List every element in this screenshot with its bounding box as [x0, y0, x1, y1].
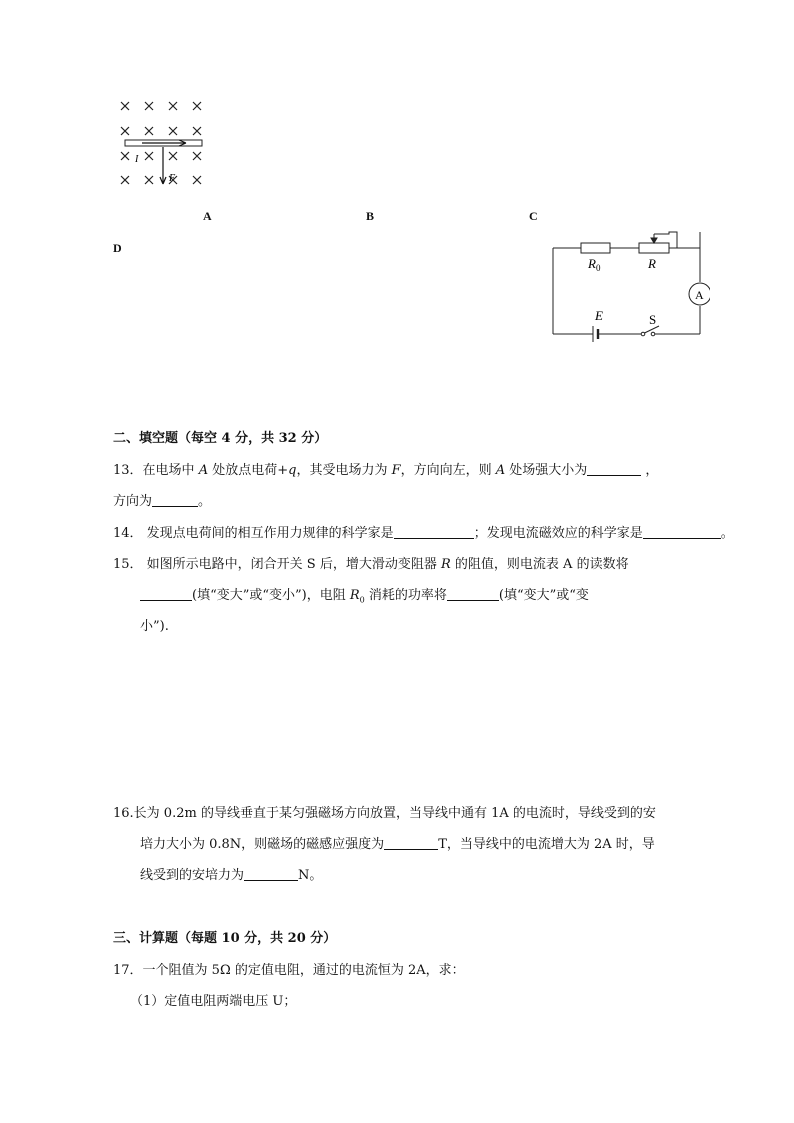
- resistor-r0: [581, 243, 610, 253]
- answer-blank-ammeter[interactable]: [140, 587, 192, 601]
- emf-label: E: [595, 308, 603, 323]
- ammeter-label: A: [695, 288, 704, 302]
- section2-heading: 二、填空题（每空 4 分，共 32 分）: [113, 431, 328, 446]
- rheostat-r: [639, 243, 669, 253]
- option-a-label: A: [203, 209, 212, 223]
- force-arrow: [160, 147, 166, 184]
- section3-heading: 三、计算题（每题 10 分，共 20 分）: [113, 931, 337, 946]
- question-17-part1: （1）定值电阻两端电压 U；: [130, 994, 297, 1009]
- answer-blank-induction[interactable]: [384, 836, 438, 850]
- question-17: 17．一个阻值为 5Ω 的定值电阻，通过的电流恒为 2A，求：: [113, 963, 465, 978]
- option-b-label: B: [366, 209, 375, 223]
- answer-blank-scientist-2[interactable]: [643, 525, 721, 539]
- question-15-line2: (填“变大”或“变小”)，电阻 $R_0$ 消耗的功率将 (填“变大”或“变: [140, 584, 589, 605]
- force-label: F: [169, 173, 176, 184]
- circuit-diagram: [545, 228, 710, 344]
- magnetic-field-figure: [112, 96, 212, 192]
- switch-label: S: [649, 312, 657, 327]
- option-c-label: C: [529, 209, 538, 223]
- option-d-label: D: [113, 241, 122, 255]
- question-15-line1: 15． 如图所示电路中，闭合开关 S 后，增大滑动变阻器 R 的阻值，则电流表 A 的读数将: [113, 557, 629, 572]
- question-16-line3: 线受到的安培力为 N。: [140, 868, 323, 883]
- r0-label: $R_0$: [588, 256, 601, 273]
- question-14: 14． 发现点电荷间的相互作用力规律的科学家是 ；发现电流磁效应的科学家是 。: [113, 526, 734, 541]
- question-16-line2: 培力大小为 0.8N，则磁场的磁感应强度为 T，当导线中的电流增大为 2A 时，导: [140, 837, 655, 852]
- answer-blank-field-strength[interactable]: [587, 462, 641, 476]
- question-13-line1: 13．在电场中 A 处放点电荷+q，其受电场力为 F，方向向左，则 A 处场强大小为 ，: [113, 463, 659, 478]
- answer-blank-scientist-1[interactable]: [394, 525, 474, 539]
- answer-blank-direction[interactable]: [152, 493, 198, 507]
- question-13-line2: 方向为 。: [113, 494, 212, 509]
- answer-blank-power[interactable]: [447, 587, 499, 601]
- r-label: R: [648, 256, 656, 271]
- battery-symbol: [593, 326, 598, 342]
- current-label: I: [135, 154, 139, 165]
- question-15-line3: 小”).: [140, 619, 169, 634]
- answer-blank-ampere-force[interactable]: [244, 867, 298, 881]
- question-16-line1: 16.长为 0.2m 的导线垂直于某匀强磁场方向放置，当导线中通有 1A 的电流时，导线受到的安: [113, 806, 656, 821]
